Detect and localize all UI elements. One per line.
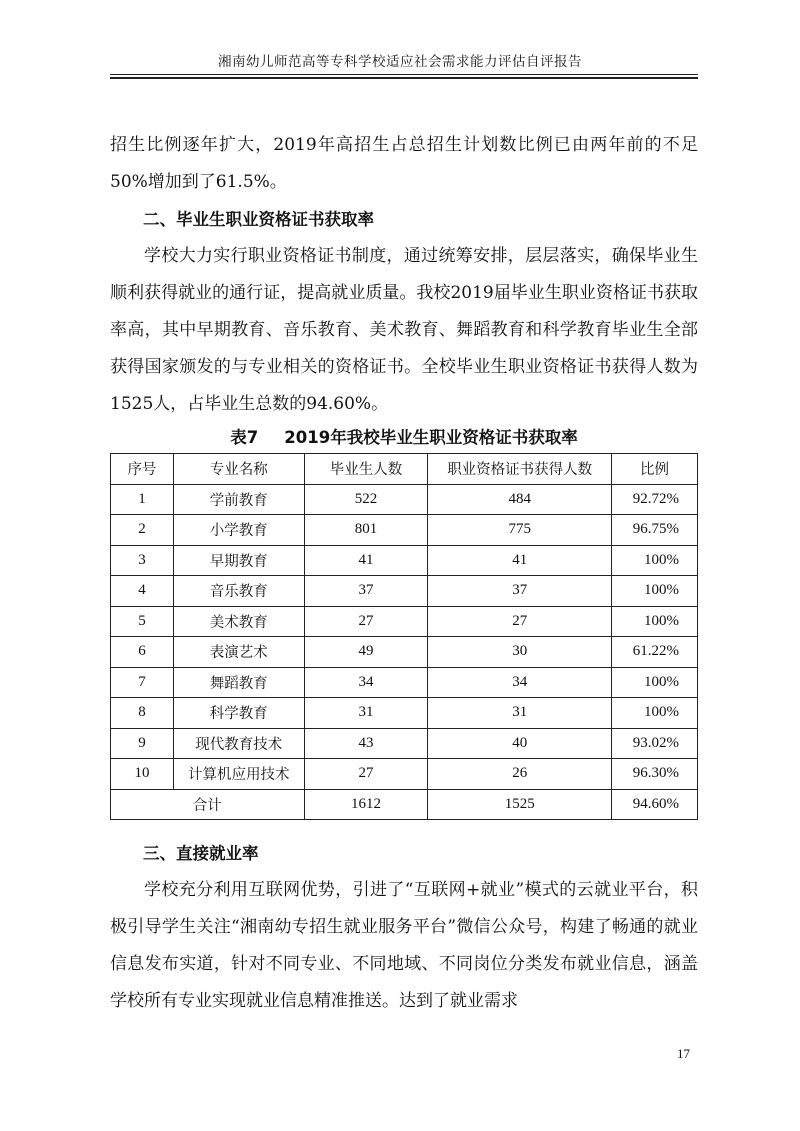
cell-rate: 100%	[612, 698, 698, 729]
cell-major: 表演艺术	[173, 637, 304, 668]
intro-paragraph: 招生比例逐年扩大，2019年高招生占总招生计划数比例已由两年前的不足50%增加到了61.5%。	[110, 135, 698, 192]
table-row	[111, 698, 698, 729]
cell-index: 7	[111, 667, 174, 698]
certificate-rate-table	[110, 453, 698, 820]
cell-rate: 61.22%	[612, 637, 698, 668]
section3-paragraph: 学校充分利用互联网优势，引进了“互联网+就业”模式的云就业平台，积极引导学生关注“湘南幼专招生就业服务平台”微信公众号，构建了畅通的就业信息发布实道，针对不同专业、不同地域、不同岗位分类发布就业信息，涵盖学校所有专业实现就业信息精准推送。达到了就业需求	[110, 880, 698, 1011]
cell-certified: 26	[428, 759, 612, 790]
cell-index: 1	[111, 484, 174, 515]
total-certified: 1525	[428, 789, 612, 820]
table-label: 表7	[230, 428, 259, 447]
cell-certified: 27	[428, 606, 612, 637]
cell-major: 舞蹈教育	[173, 667, 304, 698]
cell-major: 美术教育	[173, 606, 304, 637]
cell-index: 3	[111, 545, 174, 576]
cell-certified: 30	[428, 637, 612, 668]
cell-certified: 775	[428, 515, 612, 546]
table-title	[110, 423, 698, 453]
section2-paragraph: 学校大力实行职业资格证书制度，通过统筹安排，层层落实，确保毕业生顺利获得就业的通行证，提高就业质量。我校2019届毕业生职业资格证书获取率高，其中早期教育、音乐教育、美术教育、舞蹈教育和科学教育毕业生全部获得国家颁发的与专业相关的资格证书。全校毕业生职业资格证书获得人数为1525人，占毕业生总数的94.60%。	[110, 246, 698, 414]
table-row	[111, 606, 698, 637]
cell-index: 4	[111, 576, 174, 607]
header-rule-thick	[110, 77, 698, 79]
total-label: 合计	[111, 789, 305, 820]
page-content	[110, 127, 698, 1020]
cell-rate: 100%	[612, 606, 698, 637]
cell-certified: 31	[428, 698, 612, 729]
cell-major: 现代教育技术	[173, 728, 304, 759]
total-graduates: 1612	[304, 789, 428, 820]
cell-certified: 34	[428, 667, 612, 698]
cell-graduates: 27	[304, 759, 428, 790]
cell-graduates: 49	[304, 637, 428, 668]
total-rate: 94.60%	[612, 789, 698, 820]
cell-index: 2	[111, 515, 174, 546]
col-header-graduates: 毕业生人数	[304, 454, 428, 485]
col-header-rate: 比例	[612, 454, 698, 485]
table-row	[111, 545, 698, 576]
cell-index: 8	[111, 698, 174, 729]
col-header-major: 专业名称	[173, 454, 304, 485]
table-row	[111, 515, 698, 546]
cell-certified: 41	[428, 545, 612, 576]
cell-index: 5	[111, 606, 174, 637]
table-row	[111, 576, 698, 607]
cell-graduates: 41	[304, 545, 428, 576]
cell-major: 小学教育	[173, 515, 304, 546]
cell-rate: 96.75%	[612, 515, 698, 546]
col-header-index: 序号	[111, 454, 174, 485]
cell-certified: 40	[428, 728, 612, 759]
cell-rate: 93.02%	[612, 728, 698, 759]
table-row	[111, 484, 698, 515]
cell-graduates: 43	[304, 728, 428, 759]
cell-rate: 100%	[612, 576, 698, 607]
col-header-certified: 职业资格证书获得人数	[428, 454, 612, 485]
cell-rate: 100%	[612, 545, 698, 576]
cell-rate: 100%	[612, 667, 698, 698]
table-row	[111, 728, 698, 759]
section2-heading: 二、毕业生职业资格证书获取率	[143, 210, 374, 229]
cell-graduates: 34	[304, 667, 428, 698]
cell-major: 计算机应用技术	[173, 759, 304, 790]
section3-heading: 三、直接就业率	[143, 844, 259, 863]
table-row	[111, 637, 698, 668]
cell-rate: 96.30%	[612, 759, 698, 790]
cell-index: 9	[111, 728, 174, 759]
table-total-row	[111, 789, 698, 820]
header-rule-thin	[110, 74, 698, 75]
running-header: 湘南幼儿师范高等专科学校适应社会需求能力评估自评报告	[218, 54, 582, 70]
page-number: 17	[677, 1046, 690, 1061]
table-row	[111, 759, 698, 790]
cell-major: 科学教育	[173, 698, 304, 729]
cell-graduates: 27	[304, 606, 428, 637]
cell-certified: 37	[428, 576, 612, 607]
table-row	[111, 667, 698, 698]
cell-graduates: 37	[304, 576, 428, 607]
cell-graduates: 31	[304, 698, 428, 729]
cell-index: 10	[111, 759, 174, 790]
cell-index: 6	[111, 637, 174, 668]
cell-major: 早期教育	[173, 545, 304, 576]
table-header-row	[111, 454, 698, 485]
cell-certified: 484	[428, 484, 612, 515]
cell-rate: 92.72%	[612, 484, 698, 515]
cell-major: 音乐教育	[173, 576, 304, 607]
table-caption: 2019年我校毕业生职业资格证书获取率	[284, 428, 578, 447]
cell-graduates: 522	[304, 484, 428, 515]
cell-graduates: 801	[304, 515, 428, 546]
cell-major: 学前教育	[173, 484, 304, 515]
